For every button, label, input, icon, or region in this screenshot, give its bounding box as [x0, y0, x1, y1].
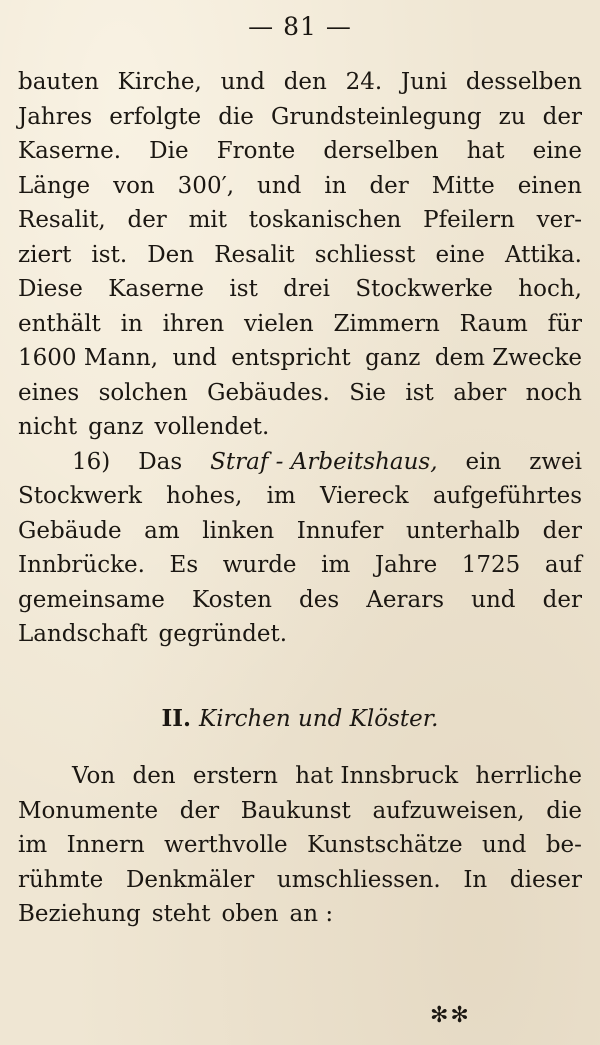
word: wurde [222, 552, 297, 578]
word: ein [465, 448, 502, 475]
word: entspricht [231, 345, 351, 371]
word: Fronte [216, 138, 296, 164]
word: gegründet. [158, 621, 288, 647]
word: nicht [18, 414, 78, 440]
word: im [321, 552, 351, 578]
word: Baukunst [240, 797, 351, 824]
paragraph-16-first-line [72, 446, 582, 478]
text-line [18, 135, 582, 167]
word: solchen [98, 379, 188, 406]
word: Resalit [214, 241, 295, 268]
word: oben [221, 901, 279, 927]
text-line [18, 204, 582, 236]
word: Aerars [366, 586, 445, 613]
word: von [113, 172, 155, 199]
word: zwei [529, 448, 582, 475]
word: Kirche, [117, 69, 202, 95]
word: Raum [459, 310, 528, 337]
word: den [283, 69, 327, 95]
word: gemeinsame [18, 586, 165, 613]
text-line [18, 66, 582, 98]
word: Diese [18, 276, 83, 302]
word: Grundsteinlegung [270, 103, 482, 130]
footer-ornament: ✻✻ [430, 1003, 471, 1028]
section-number: II. [161, 705, 192, 732]
section-title: Kirchen und Klöster. [199, 706, 439, 732]
word: werthvolle [164, 832, 288, 858]
word: 24. [345, 69, 383, 95]
word: Beziehung [18, 901, 141, 927]
text-line [18, 584, 582, 616]
word: der [369, 172, 409, 199]
word: in [120, 310, 143, 337]
word: im [18, 832, 48, 858]
word: Denkmäler [125, 866, 255, 893]
word: Gebäude [18, 517, 122, 544]
word: Gebäudes. [207, 379, 330, 406]
word: derselben [323, 138, 439, 164]
word: des [299, 586, 340, 613]
word: Die [149, 138, 189, 164]
word: eines [18, 379, 80, 406]
word: be- [545, 832, 582, 858]
text-line [18, 829, 582, 861]
word: im [266, 483, 296, 509]
word: an : [289, 901, 334, 927]
text-line [18, 411, 582, 443]
word: erstern [192, 763, 278, 789]
word: Mitte [431, 172, 495, 199]
word: ganz [88, 414, 144, 440]
word: Juni [400, 69, 448, 95]
word: Monumente [18, 797, 159, 824]
word: Viereck [319, 483, 409, 509]
text-line [18, 273, 582, 305]
word: dieser [509, 866, 582, 893]
word: Innern [66, 832, 145, 858]
text-line [18, 308, 582, 340]
word: und [471, 586, 516, 613]
word: aufzuweisen, [372, 797, 525, 824]
word: Resalit, [18, 207, 106, 233]
word: hat Innsbruck [295, 763, 459, 789]
italic-title: Straf - Arbeitshaus, [210, 448, 438, 475]
word: dem Zwecke [434, 345, 582, 371]
text-line [18, 480, 582, 512]
word: hat [466, 138, 505, 164]
word: Von [72, 763, 116, 789]
word: die [218, 103, 254, 130]
word: 1725 [461, 552, 521, 578]
word: der [127, 207, 167, 233]
word: Jahre [374, 552, 438, 578]
word: Attika. [504, 241, 582, 268]
word: einen [517, 172, 582, 199]
text-line [18, 239, 582, 271]
word: eine [435, 241, 485, 268]
word: unterhalb [405, 517, 521, 544]
word: drei [283, 276, 330, 302]
word: ganz [365, 345, 421, 371]
text-line [18, 864, 582, 896]
word: ziert [18, 241, 72, 268]
word: In [463, 866, 488, 893]
text-line [18, 515, 582, 547]
word: Länge [18, 172, 91, 199]
text-line [18, 101, 582, 133]
text-line [18, 377, 582, 409]
word: aber [453, 379, 507, 406]
text-line [18, 170, 582, 202]
word: toskanischen [248, 207, 402, 233]
word: und [482, 832, 527, 858]
word: und [220, 69, 265, 95]
word: ist. [91, 241, 128, 268]
word: hohes, [166, 483, 243, 509]
word: desselben [465, 69, 582, 95]
word: bauten [18, 69, 99, 95]
word: Sie [349, 379, 386, 406]
text-line [18, 898, 582, 930]
word: die [546, 797, 582, 824]
word: der [542, 586, 582, 613]
item-number: 16) [72, 448, 111, 475]
word: erfolgte [109, 103, 202, 130]
word: der [542, 103, 582, 130]
text-line [18, 795, 582, 827]
word: und [257, 172, 302, 199]
word: der [542, 517, 582, 544]
word: 300′, [177, 172, 235, 199]
text-line [18, 618, 582, 650]
word: Kaserne. [18, 138, 122, 164]
word: Pfeilern [423, 207, 515, 233]
word: Es [169, 552, 199, 578]
word: herrliche [475, 763, 582, 789]
word: eine [532, 138, 582, 164]
word: Kaserne [108, 276, 204, 302]
word: vielen [243, 310, 314, 337]
text-line [18, 342, 582, 374]
word: Innufer [296, 517, 384, 544]
word: noch [525, 379, 582, 406]
word: linken [202, 517, 275, 544]
word: Das [138, 448, 183, 475]
word: mit [188, 207, 227, 233]
word: für [547, 310, 582, 337]
word: 1600 Mann, [18, 345, 159, 371]
word: ist [405, 379, 434, 406]
word: enthält [18, 310, 101, 337]
word: in [324, 172, 347, 199]
word: Kunstschätze [307, 832, 463, 858]
word: Kosten [192, 586, 272, 613]
word: Den [147, 241, 195, 268]
word: Stockwerk [18, 483, 142, 509]
word: umschliessen. [276, 866, 441, 893]
text-line [72, 760, 582, 792]
word: und [172, 345, 217, 371]
word: vollendet. [154, 414, 270, 440]
word: aufgeführtes [432, 483, 582, 509]
word: Landschaft [18, 621, 148, 647]
word: der [179, 797, 220, 824]
word: rühmte [18, 866, 104, 893]
page-number-header: — 81 — [248, 12, 352, 41]
section-heading [0, 703, 600, 735]
word: ist [229, 276, 258, 302]
word: zu [498, 103, 526, 130]
word: Innbrücke. [18, 552, 145, 578]
word: Zimmern [333, 310, 440, 337]
word: schliesst [314, 241, 416, 268]
word: am [144, 517, 180, 544]
word: ihren [162, 310, 225, 337]
text-line [18, 549, 582, 581]
word: hoch, [518, 276, 582, 302]
word: auf [544, 552, 582, 578]
word: Jahres [18, 103, 93, 130]
word: den [132, 763, 176, 789]
word: Stockwerke [355, 276, 493, 302]
word: ver- [536, 207, 582, 233]
word: steht [151, 901, 211, 927]
